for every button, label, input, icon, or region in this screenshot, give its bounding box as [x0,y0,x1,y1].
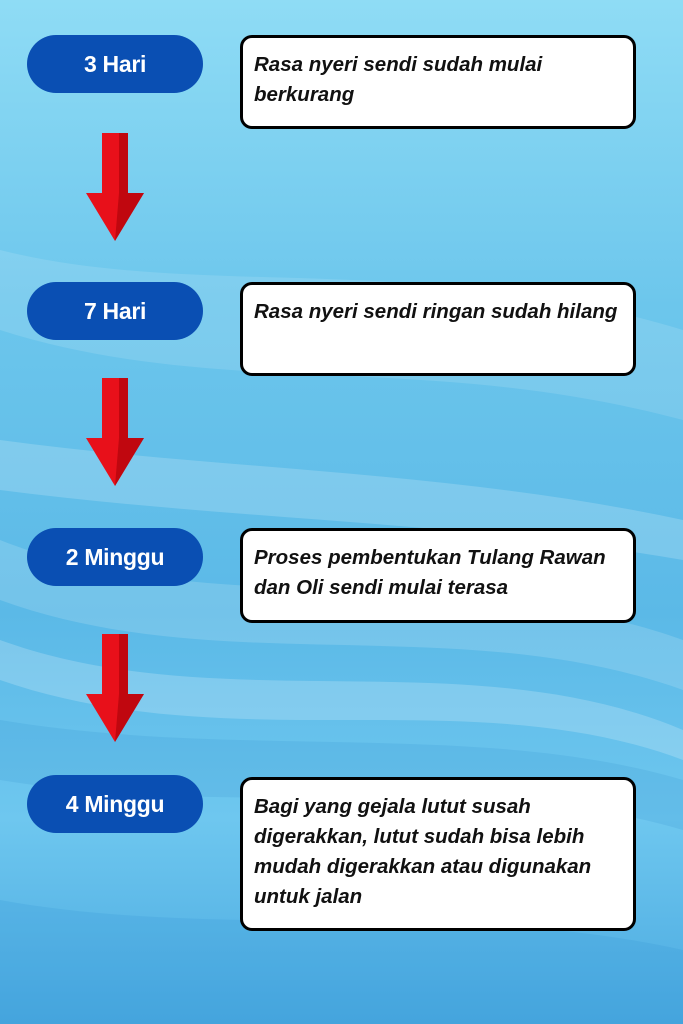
description-card: Rasa nyeri sendi ringan sudah hilang [240,282,636,376]
time-pill: 4 Minggu [27,775,203,833]
down-arrow-icon [86,133,144,241]
time-pill: 3 Hari [27,35,203,93]
time-pill: 7 Hari [27,282,203,340]
description-card: Proses pembentukan Tulang Rawan dan Oli sendi mulai terasa [240,528,636,623]
time-pill: 2 Minggu [27,528,203,586]
down-arrow-icon [86,634,144,742]
description-card: Bagi yang gejala lutut susah digerakkan, lutut sudah bisa lebih mudah digerakkan atau digunakan untuk jalan [240,777,636,931]
description-card: Rasa nyeri sendi sudah mulai berkurang [240,35,636,129]
down-arrow-icon [86,378,144,486]
